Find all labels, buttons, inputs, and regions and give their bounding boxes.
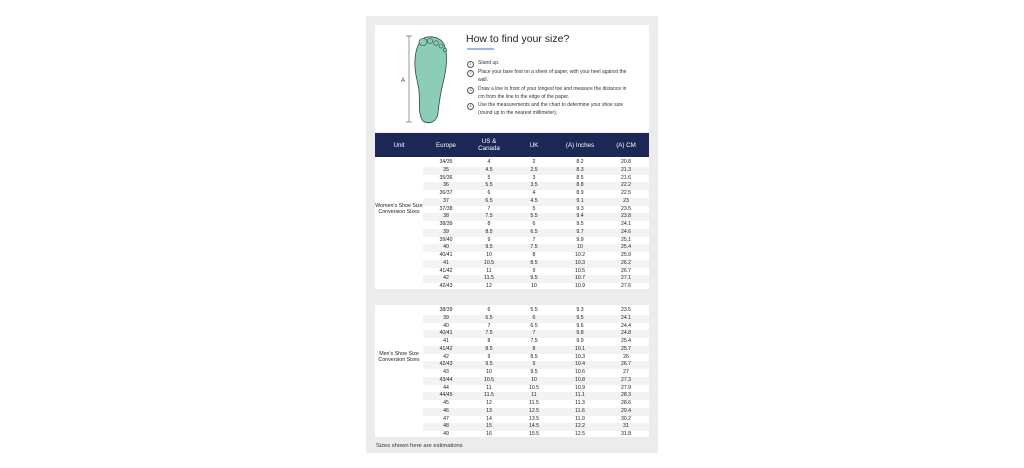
cell-cm: 23.8 xyxy=(620,213,632,220)
cell-uk: 6.5 xyxy=(530,322,538,329)
cell-cm: 26.7 xyxy=(620,267,632,274)
cell-us-canada: 5.5 xyxy=(485,182,493,189)
cell-uk: 2 xyxy=(532,159,536,165)
cell-uk: 5.5 xyxy=(530,213,538,220)
table-row xyxy=(423,275,649,283)
cell-cm: 31.8 xyxy=(620,431,632,437)
cell-europe: 38/39 xyxy=(439,221,453,227)
table-row xyxy=(423,190,649,198)
cell-europe: 46 xyxy=(443,407,449,414)
cell-cm: 23.5 xyxy=(620,205,632,212)
cell-europe: 41 xyxy=(443,259,449,266)
cell-cm: 22.2 xyxy=(620,182,632,189)
cell-europe: 44/45 xyxy=(439,392,453,399)
foot-outline-icon xyxy=(401,33,453,125)
cell-uk: 10.5 xyxy=(528,384,540,391)
cell-europe: 40/41 xyxy=(439,252,453,258)
table-row xyxy=(423,283,649,291)
cell-inches: 9.3 xyxy=(576,307,584,313)
cell-cm: 27.6 xyxy=(620,283,632,289)
cell-cm: 25.7 xyxy=(620,345,632,352)
table-row xyxy=(423,175,649,183)
cell-europe: 36/37 xyxy=(439,190,453,196)
cell-europe: 41 xyxy=(443,338,449,344)
cell-inches: 9.8 xyxy=(576,330,584,337)
cell-us-canada: 6.5 xyxy=(485,197,493,204)
table-row xyxy=(423,244,649,252)
cell-inches: 10.4 xyxy=(574,361,586,368)
cell-inches: 12.2 xyxy=(574,423,586,430)
cell-cm: 28.3 xyxy=(620,392,632,399)
cell-us-canada: 7.5 xyxy=(485,330,493,337)
table-row xyxy=(423,198,649,206)
cell-us-canada: 8.5 xyxy=(485,228,493,235)
cell-uk: 9.5 xyxy=(530,275,538,282)
cell-inches: 10 xyxy=(577,244,583,251)
cell-europe: 42/43 xyxy=(439,283,453,289)
cell-us-canada: 12 xyxy=(486,283,492,289)
cell-cm: 25.4 xyxy=(620,338,632,344)
cell-inches: 9.1 xyxy=(576,197,584,204)
cell-us-canada: 4 xyxy=(487,159,491,165)
title-underline xyxy=(467,48,494,50)
cell-inches: 9.7 xyxy=(576,228,584,235)
cell-us-canada: 6 xyxy=(487,307,491,313)
cell-uk: 11.5 xyxy=(529,400,539,406)
cell-cm: 24.8 xyxy=(620,330,632,337)
measure-label: A xyxy=(401,78,406,84)
cell-europe: 43/44 xyxy=(439,376,453,383)
cell-cm: 27.1 xyxy=(620,275,632,282)
cell-europe: 44 xyxy=(443,384,449,391)
cell-europe: 37 xyxy=(443,197,449,204)
cell-us-canada: 7 xyxy=(487,205,491,212)
cell-europe: 49 xyxy=(443,431,449,437)
cell-uk: 7 xyxy=(532,236,536,243)
cell-us-canada: 14 xyxy=(486,415,492,422)
cell-inches: 10.3 xyxy=(574,259,586,266)
table-row xyxy=(423,252,649,260)
step-number: 1 xyxy=(467,61,474,68)
cell-uk: 10 xyxy=(531,376,537,383)
cell-inches: 9.5 xyxy=(576,314,584,321)
cell-inches: 11.3 xyxy=(575,400,585,406)
cell-cm: 30.2 xyxy=(620,415,632,422)
cell-inches: 12.5 xyxy=(574,431,586,437)
cell-inches: 10.1 xyxy=(574,345,586,352)
cell-inches: 11.1 xyxy=(575,392,585,399)
cell-uk: 3.5 xyxy=(530,182,538,189)
cell-inches: 9.9 xyxy=(576,236,584,243)
cell-uk: 3 xyxy=(532,174,536,181)
header-cm: (A) CM xyxy=(616,141,636,149)
cell-uk: 7.5 xyxy=(530,338,538,344)
cell-europe: 42 xyxy=(443,275,449,282)
cell-inches: 8.5 xyxy=(576,174,584,181)
cell-us-canada: 10 xyxy=(486,369,492,375)
cell-cm: 26.2 xyxy=(620,259,632,266)
cell-cm: 24.4 xyxy=(620,322,632,329)
cell-cm: 27.9 xyxy=(620,384,632,391)
cell-cm: 20.8 xyxy=(620,159,632,165)
step-number: 3 xyxy=(467,87,474,94)
cell-cm: 28.6 xyxy=(620,400,632,406)
cell-uk: 8.5 xyxy=(530,353,538,360)
cell-cm: 25.1 xyxy=(620,236,632,243)
cell-cm: 23.5 xyxy=(620,307,632,313)
table-row xyxy=(423,354,649,362)
page-title: How to find your size? xyxy=(466,33,570,45)
cell-us-canada: 7 xyxy=(487,322,491,329)
cell-us-canada: 11 xyxy=(486,384,492,391)
table-row xyxy=(423,182,649,190)
cell-cm: 26.7 xyxy=(620,361,632,368)
cell-uk: 5.5 xyxy=(530,307,538,313)
cell-uk: 9 xyxy=(532,361,536,368)
cell-europe: 45 xyxy=(443,400,449,406)
cell-us-canada: 16 xyxy=(486,431,492,437)
cell-europe: 35/36 xyxy=(439,174,453,181)
cell-uk: 9.5 xyxy=(530,369,538,375)
cell-uk: 9 xyxy=(532,267,536,274)
cell-inches: 10.9 xyxy=(574,384,586,391)
cell-us-canada: 11.5 xyxy=(484,392,494,399)
cell-cm: 27.3 xyxy=(620,376,632,383)
cell-inches: 8.8 xyxy=(576,182,584,189)
table-row xyxy=(423,307,649,315)
table-row xyxy=(423,330,649,338)
cell-cm: 23 xyxy=(623,197,629,204)
cell-inches: 9.4 xyxy=(576,213,584,220)
cell-europe: 39 xyxy=(443,314,449,321)
cell-cm: 24.6 xyxy=(620,228,632,235)
cell-europe: 42 xyxy=(443,353,449,360)
table-row xyxy=(423,268,649,276)
cell-cm: 24.1 xyxy=(620,314,632,321)
table-row xyxy=(423,237,649,245)
cell-inches: 10.9 xyxy=(574,283,586,289)
cell-inches: 8.2 xyxy=(576,159,584,165)
cell-inches: 11.9 xyxy=(575,415,585,422)
cell-uk: 8 xyxy=(532,252,536,258)
cell-inches: 9.3 xyxy=(576,205,584,212)
table-header xyxy=(375,133,649,157)
cell-inches: 10.7 xyxy=(574,275,586,282)
table-row xyxy=(423,361,649,369)
cell-cm: 25.4 xyxy=(620,244,632,251)
step-number: 2 xyxy=(467,70,474,77)
cell-europe: 40 xyxy=(443,244,449,251)
cell-us-canada: 8.5 xyxy=(485,345,493,352)
cell-inches: 8.3 xyxy=(576,166,584,173)
cell-us-canada: 6.5 xyxy=(485,314,493,321)
cell-uk: 15.5 xyxy=(528,431,540,437)
cell-uk: 2.5 xyxy=(530,166,538,173)
step-text: Use the measurements and the chart to determine your shoe size (round up to the nearest millimeter). xyxy=(478,102,624,116)
size-guide-panel xyxy=(366,16,658,453)
cell-cm: 29.4 xyxy=(620,407,632,414)
header-europe: Europe xyxy=(436,141,456,149)
cell-inches: 10.6 xyxy=(574,369,586,375)
cell-inches: 9.9 xyxy=(576,338,584,344)
table-row xyxy=(423,213,649,221)
cell-uk: 13.5 xyxy=(528,415,540,422)
cell-inches: 8.9 xyxy=(576,190,584,196)
cell-europe: 39 xyxy=(443,228,449,235)
cell-europe: 42/43 xyxy=(439,361,453,368)
cell-us-canada: 9.5 xyxy=(485,361,493,368)
cell-inches: 11.6 xyxy=(575,407,585,414)
cell-uk: 5 xyxy=(532,205,536,212)
cell-us-canada: 11.5 xyxy=(484,275,494,282)
cell-europe: 40/41 xyxy=(439,330,453,337)
table-row xyxy=(423,423,649,431)
cell-us-canada: 10.5 xyxy=(483,376,495,383)
table-row xyxy=(423,400,649,408)
table-row xyxy=(423,315,649,323)
cell-europe: 40 xyxy=(443,322,449,329)
cell-europe: 35 xyxy=(443,166,449,173)
cell-uk: 8 xyxy=(532,345,536,352)
table-row xyxy=(423,392,649,400)
women-group-label: Women's Shoe Size Conversion Sizes xyxy=(375,203,423,216)
cell-us-canada: 4.5 xyxy=(485,166,493,173)
cell-us-canada: 11 xyxy=(486,267,492,274)
cell-cm: 22.5 xyxy=(620,190,632,196)
cell-europe: 41/42 xyxy=(439,267,453,274)
cell-uk: 14.5 xyxy=(528,423,540,430)
cell-inches: 10.5 xyxy=(574,267,586,274)
header-inches: (A) Inches xyxy=(565,141,595,149)
cell-europe: 48 xyxy=(443,423,449,430)
cell-uk: 6.5 xyxy=(530,228,538,235)
table-row xyxy=(423,260,649,268)
table-row xyxy=(423,377,649,385)
table-row xyxy=(423,323,649,331)
cell-cm: 25.9 xyxy=(620,252,632,258)
cell-us-canada: 7.5 xyxy=(485,213,493,220)
cell-cm: 21.3 xyxy=(620,166,632,173)
cell-us-canada: 9 xyxy=(487,236,491,243)
cell-uk: 6 xyxy=(532,221,536,227)
table-row xyxy=(423,338,649,346)
step-text: Draw a line in front of your longest toe and measure the distance in cm from the line to the edge of the paper. xyxy=(478,86,627,100)
table-row xyxy=(423,167,649,175)
cell-inches: 9.6 xyxy=(576,322,584,329)
table-row xyxy=(423,346,649,354)
cell-us-canada: 9.5 xyxy=(485,244,493,251)
cell-cm: 27 xyxy=(623,369,629,375)
cell-uk: 4 xyxy=(532,190,536,196)
cell-us-canada: 6 xyxy=(487,190,491,196)
cell-us-canada: 15 xyxy=(486,423,492,430)
cell-uk: 6 xyxy=(532,314,536,321)
men-size-table xyxy=(375,305,649,437)
cell-uk: 10 xyxy=(531,283,537,289)
table-row xyxy=(423,385,649,393)
table-row xyxy=(423,206,649,214)
cell-us-canada: 10.5 xyxy=(483,259,495,266)
cell-uk: 4.5 xyxy=(530,197,538,204)
cell-europe: 39/40 xyxy=(439,236,453,243)
cell-us-canada: 8 xyxy=(487,221,491,227)
cell-europe: 43 xyxy=(443,369,449,375)
estimation-note: Sizes shown here are estimations xyxy=(376,443,463,449)
cell-uk: 11 xyxy=(531,392,537,399)
cell-cm: 24.1 xyxy=(620,221,632,227)
header-uk: UK xyxy=(529,141,539,149)
instructions-card xyxy=(375,25,649,132)
cell-europe: 37/38 xyxy=(439,205,453,212)
header-us-canada: US & Canada xyxy=(478,138,500,152)
cell-uk: 7.5 xyxy=(530,244,538,251)
step-number: 4 xyxy=(467,103,474,110)
cell-inches: 10.8 xyxy=(574,376,586,383)
step-text: Place your bare foot on a sheet of paper, with your heel against the wall. xyxy=(478,69,627,83)
cell-inches: 10.2 xyxy=(574,252,586,258)
cell-uk: 8.5 xyxy=(530,259,538,266)
cell-us-canada: 12 xyxy=(486,400,492,406)
cell-us-canada: 13 xyxy=(486,407,492,414)
cell-europe: 38/39 xyxy=(439,307,453,313)
cell-inches: 9.5 xyxy=(576,221,584,227)
cell-cm: 21.6 xyxy=(620,174,632,181)
table-row xyxy=(423,159,649,167)
cell-europe: 34/35 xyxy=(439,159,453,165)
men-group-label: Men's Shoe Size Conversion Sizes xyxy=(378,351,420,364)
women-size-table xyxy=(375,157,649,289)
cell-europe: 38 xyxy=(443,213,449,220)
cell-europe: 47 xyxy=(443,415,449,422)
table-row xyxy=(423,431,649,439)
cell-us-canada: 5 xyxy=(487,174,491,181)
table-row xyxy=(423,416,649,424)
step-text: Stand up. xyxy=(478,60,500,66)
header-unit: Unit xyxy=(393,141,405,149)
cell-europe: 36 xyxy=(443,182,449,189)
cell-cm: 26 xyxy=(623,353,629,360)
cell-inches: 10.3 xyxy=(574,353,586,360)
cell-cm: 31 xyxy=(623,423,629,430)
table-row xyxy=(423,221,649,229)
cell-uk: 12.5 xyxy=(528,407,540,414)
cell-us-canada: 8 xyxy=(487,338,491,344)
cell-europe: 41/42 xyxy=(439,345,453,352)
table-row xyxy=(423,408,649,416)
cell-us-canada: 9 xyxy=(487,353,491,360)
cell-us-canada: 10 xyxy=(486,252,492,258)
table-row xyxy=(423,369,649,377)
cell-uk: 7 xyxy=(532,330,536,337)
table-row xyxy=(423,229,649,237)
